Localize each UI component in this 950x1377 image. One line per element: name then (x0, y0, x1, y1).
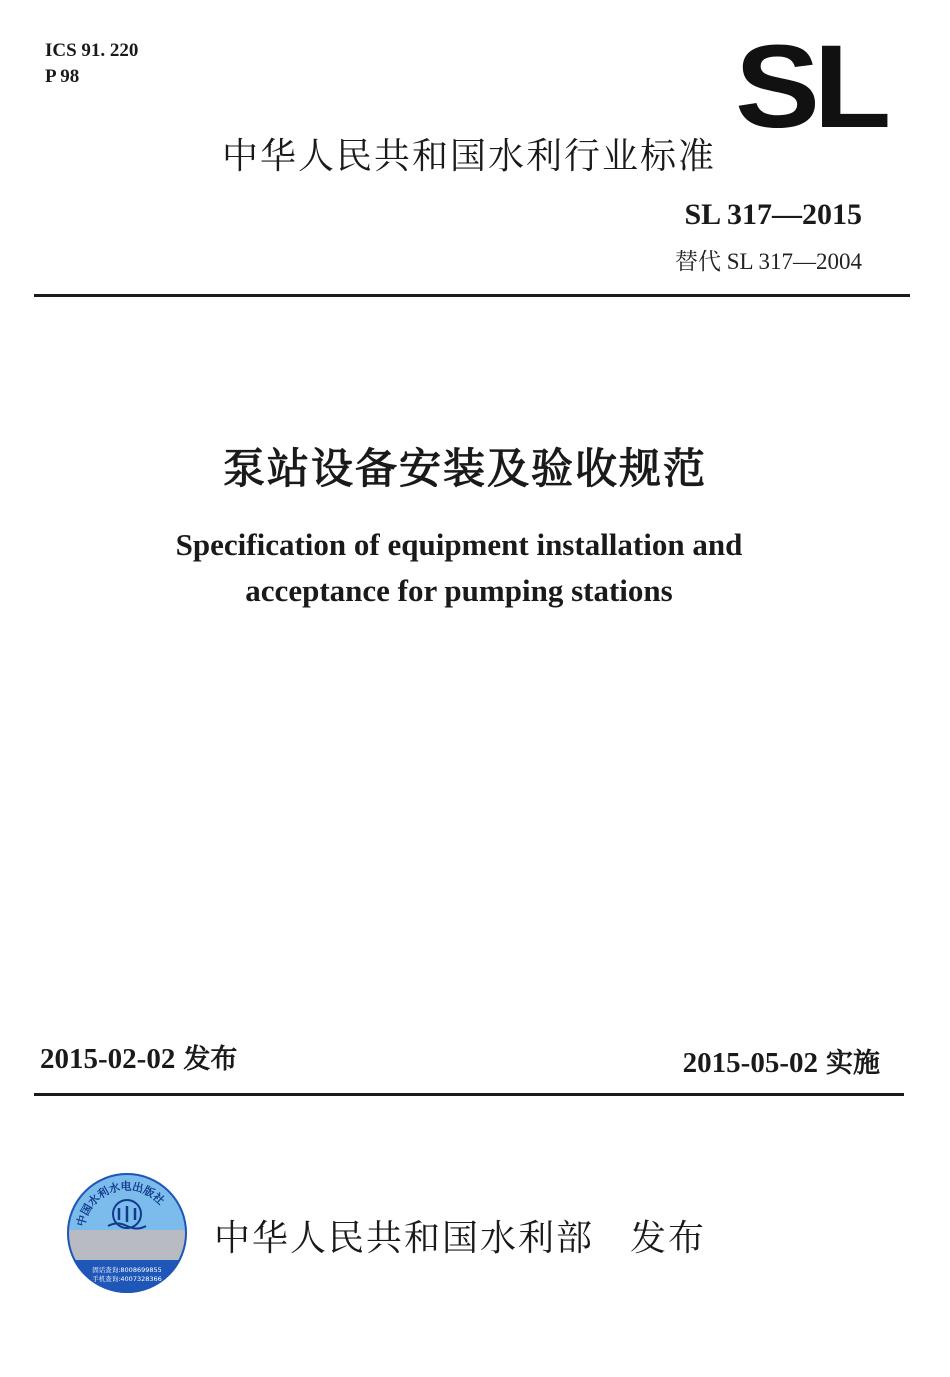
anti-counterfeit-seal (66, 1172, 188, 1294)
replaces-standard: 替代 SL 317—2004 (675, 249, 862, 274)
ics-code-block (45, 38, 138, 90)
title-english-line-1: Specification of equipment installation and (175, 527, 743, 562)
seal-phone-line-2: 手机查询:4007328366 (92, 1275, 162, 1283)
standard-category: 中华人民共和国水利行业标准 (222, 136, 717, 177)
implement-date-block (683, 1041, 880, 1080)
seal-phone-line-1: 固话查询:8008699855 (92, 1266, 162, 1274)
publisher-name: 中华人民共和国水利部 (214, 1218, 595, 1259)
implement-date: 2015-05-02 (682, 1047, 818, 1079)
seal-graphic (66, 1172, 188, 1294)
publisher-block (214, 1210, 706, 1261)
seal-silver-band (66, 1230, 188, 1260)
publisher-action: 发布 (630, 1218, 707, 1259)
category-code: P 98 (45, 66, 80, 87)
standard-number: SL 317—2015 (684, 198, 862, 231)
issue-date: 2015-02-02 (40, 1043, 176, 1075)
title-chinese: 泵站设备安装及验收规范 (222, 444, 707, 493)
sl-logo: SL (735, 21, 885, 153)
seal-ring-text: 中国水利水电出版社 (74, 1179, 168, 1228)
implement-label: 实施 (826, 1048, 880, 1079)
issue-date-block (40, 1037, 237, 1076)
issue-label: 发布 (183, 1044, 238, 1075)
bottom-divider (34, 1093, 904, 1096)
ics-code: ICS 91. 220 (45, 40, 139, 61)
top-divider (34, 294, 910, 297)
title-english-line-2: acceptance for pumping stations (245, 573, 673, 608)
title-english (0, 522, 918, 614)
